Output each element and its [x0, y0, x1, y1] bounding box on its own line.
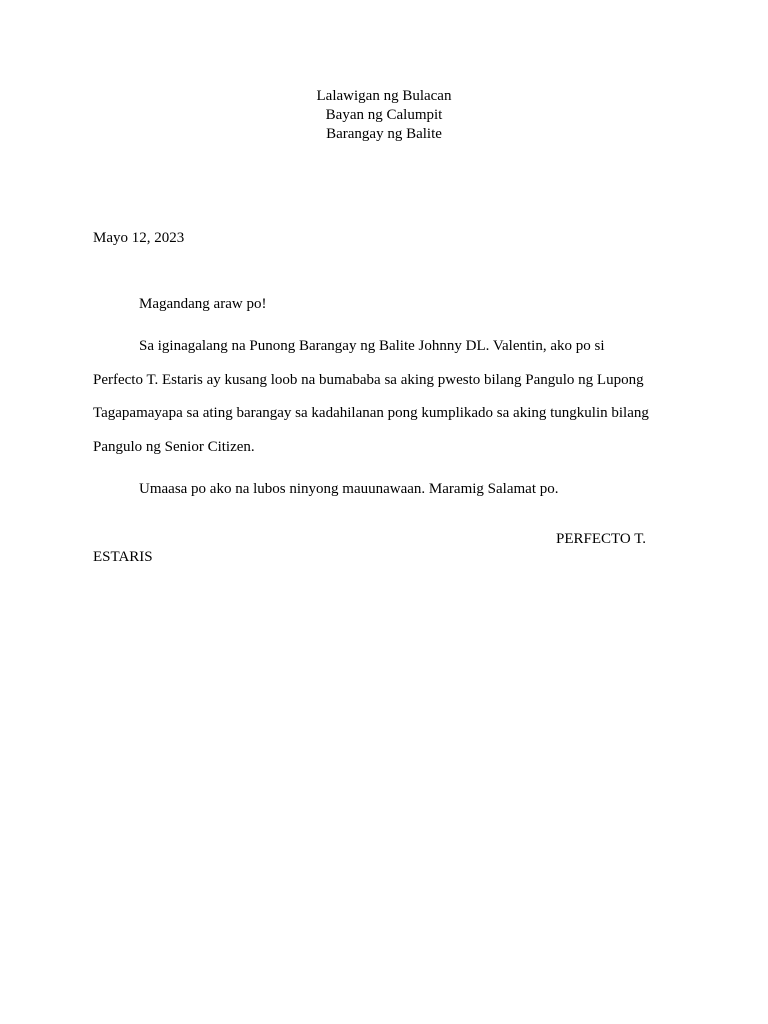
letter-closing: Umaasa po ako na lubos ninyong mauunawaan. Maramig Salamat po.: [139, 481, 559, 497]
letter-body-paragraph: [93, 330, 683, 464]
signature-line-1: PERFECTO T.: [556, 531, 647, 547]
signature-line-2: ESTARIS: [93, 549, 153, 565]
letter-date: Mayo 12, 2023: [93, 230, 185, 246]
letter-greeting: Magandang araw po!: [139, 296, 267, 312]
header-municipality: Bayan ng Calumpit: [325, 107, 443, 123]
letter-header: [0, 87, 768, 144]
header-barangay: Barangay ng Balite: [326, 126, 442, 142]
body-line: Sa iginagalang na Punong Barangay ng Balite Johnny DL. Valentin, ako po si: [139, 338, 605, 354]
body-line: Tagapamayapa sa ating barangay sa kadahilanan pong kumplikado sa aking tungkulin bilang: [93, 405, 649, 421]
header-province: Lalawigan ng Bulacan: [316, 88, 452, 104]
body-line: Pangulo ng Senior Citizen.: [93, 438, 255, 455]
body-line: Perfecto T. Estaris ay kusang loob na bumababa sa aking pwesto bilang Pangulo ng Lupong: [93, 371, 644, 388]
